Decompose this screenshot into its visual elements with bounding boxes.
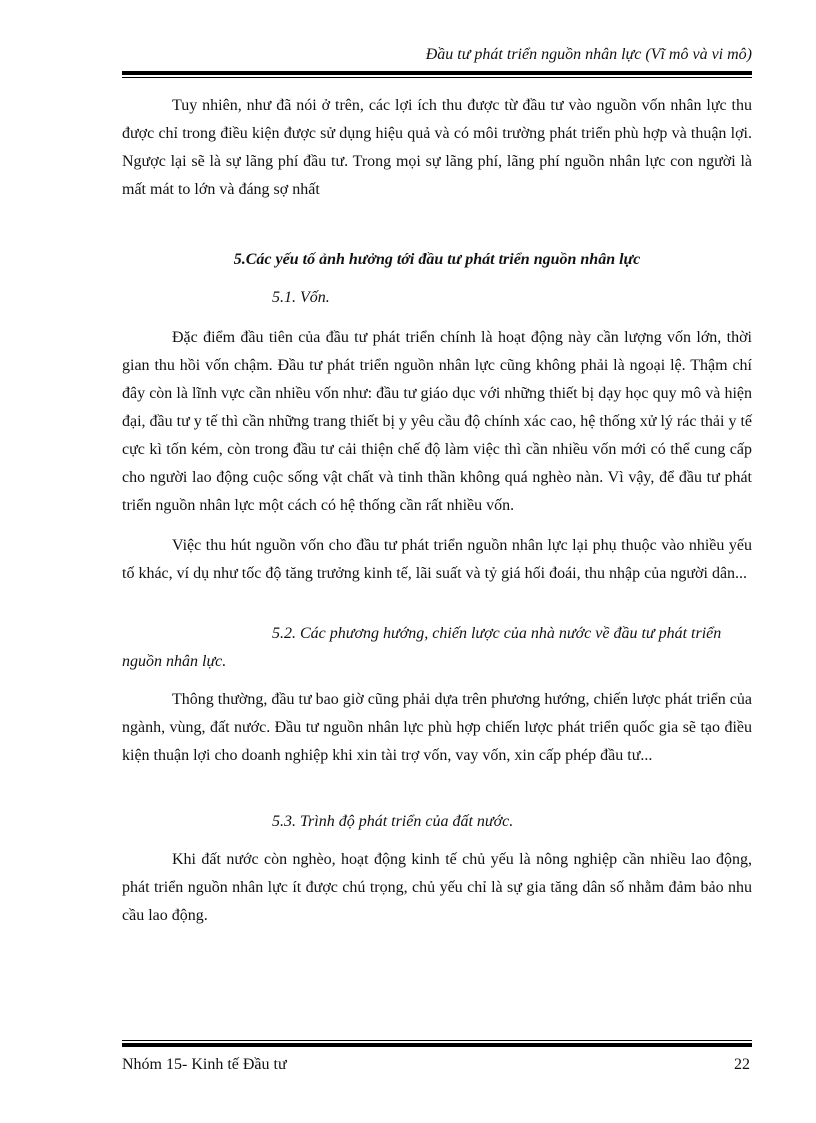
spacer xyxy=(122,588,752,620)
section-heading: 5.Các yếu tố ảnh hưởng tới đầu tư phát triển nguồn nhân lực xyxy=(233,251,641,268)
subsection-title-5-3: 5.3. Trình độ phát triển của đất nước. xyxy=(272,813,514,830)
spacer xyxy=(122,770,752,808)
document-body xyxy=(122,92,752,930)
subsection-title-5-1: 5.1. Vốn. xyxy=(272,289,330,306)
paragraph-5-2: Thông thường, đầu tư bao giờ cũng phải dựa trên phương hướng, chiến lược phát triển của ngành, vùng, đất nước. Đầu tư nguồn nhân lực phù hợp chiến lược phát triển quốc gia sẽ tạo điều kiện thuận lợi cho doanh nghiệp khi xin tài trợ vốn, vay vốn, xin cấp phép đầu tư... xyxy=(122,691,752,764)
subsection-title-5-2a: 5.2. Các phương hướng, chiến lược của nhà nước về đầu tư phát triển xyxy=(272,625,722,642)
subsection-title-5-2b: nguồn nhân lực. xyxy=(122,653,227,670)
footer-rule xyxy=(122,1040,752,1047)
intro-paragraph: Tuy nhiên, như đã nói ở trên, các lợi ích thu được từ đầu tư vào nguồn vốn nhân lực thu được chỉ trong điều kiện được sử dụng hiệu quả và có môi trường phát triển phù hợp và thuận lợi. Ngược lại sẽ là sự lãng phí đầu tư. Trong mọi sự lãng phí, lãng phí nguồn nhân lực con người là mất mát to lớn và đáng sợ nhất xyxy=(122,97,752,198)
spacer xyxy=(122,204,752,246)
header-title: Đầu tư phát triển nguồn nhân lực (Vĩ mô và vi mô) xyxy=(425,46,752,63)
footer-group-label: Nhóm 15- Kinh tế Đầu tư xyxy=(122,1056,287,1073)
page-number: 22 xyxy=(734,1056,750,1073)
paragraph-5-1-b: Việc thu hút nguồn vốn cho đầu tư phát triển nguồn nhân lực lại phụ thuộc vào nhiều yếu tố khác, ví dụ như tốc độ tăng trưởng kinh tế, lãi suất và tỷ giá hối đoái, thu nhập của người dân... xyxy=(122,537,752,582)
paragraph-5-1-a: Đặc điểm đầu tiên của đầu tư phát triển chính là hoạt động này cần lượng vốn lớn, thời gian thu hồi vốn chậm. Đầu tư phát triển nguồn nhân lực cũng không phải là ngoại lệ. Thậm chí đây còn là lĩnh vực cần nhiều vốn như: đầu tư giáo dục với những thiết bị dạy học quy mô và hiện đại, đầu tư y tế thì cần những trang thiết bị y yêu cầu độ chính xác cao, hệ thống xử lý rác thải y tế cực kì tốn kém, còn trong đầu tư cải thiện chế độ làm việc thì cần nhiều vốn mới có thể cung cấp cho người lao động cuộc sống vật chất và tinh thần không quá nghèo nàn. Vì vậy, để đầu tư phát triển nguồn nhân lực một cách có hệ thống cần rất nhiều vốn. xyxy=(122,329,752,514)
header-rule xyxy=(122,71,752,78)
paragraph-5-3: Khi đất nước còn nghèo, hoạt động kinh tế chủ yếu là nông nghiệp cần nhiều lao động, phát triển nguồn nhân lực ít được chú trọng, chủ yếu chỉ là sự gia tăng dân số nhằm đảm bảo nhu cầu lao động. xyxy=(122,851,752,924)
